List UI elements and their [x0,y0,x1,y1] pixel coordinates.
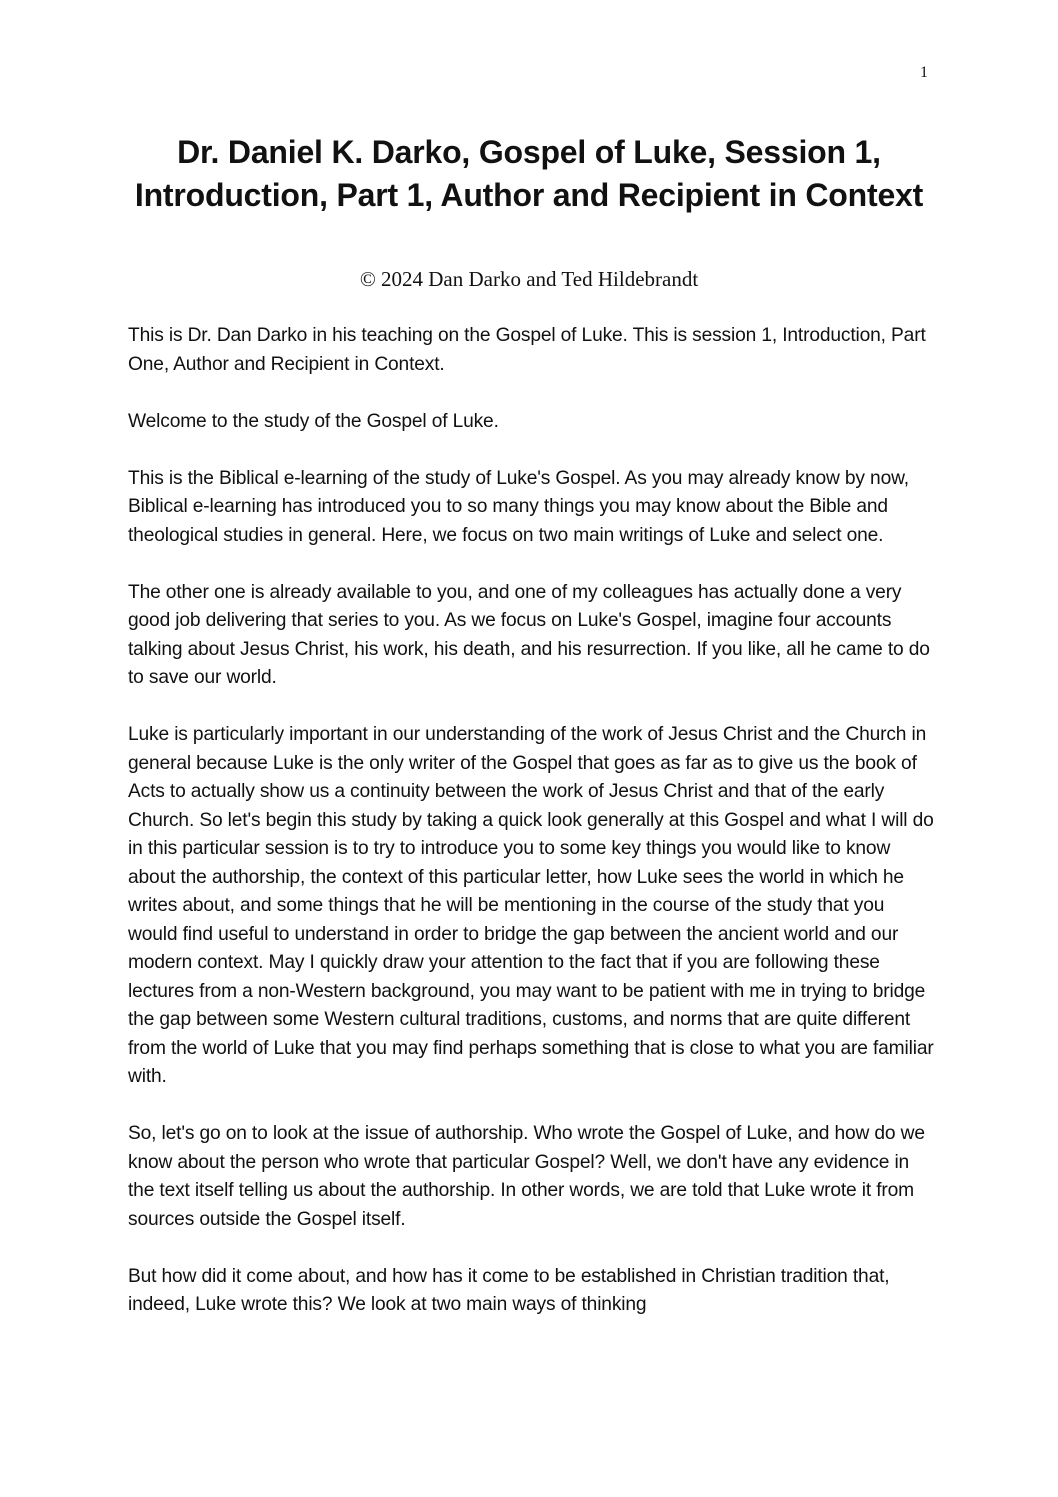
paragraph: This is Dr. Dan Darko in his teaching on the Gospel of Luke. This is session 1, Introduction, Part One, Author and Recipient in Context. [128,325,926,375]
paragraph: But how did it come about, and how has it come to be established in Christian tradition that, indeed, Luke wrote this? We look at two main ways of thinking [128,1265,890,1315]
paragraph: So, let's go on to look at the issue of authorship. Who wrote the Gospel of Luke, and how do we know about the person who wrote that particular Gospel? Well, we don't have any evidence in the text itself telling us about the authorship. In other words, we are told that Luke wrote it from sources outside the Gospel itself. [128,1123,925,1230]
paragraph: This is the Biblical e-learning of the study of Luke's Gospel. As you may already know by now, Biblical e-learning has introduced you to so many things you may know about the Bible and theological studies in general. Here, we focus on two main writings of Luke and select one. [128,467,909,546]
page-number: 1 [920,64,928,81]
document-title: Dr. Daniel K. Darko, Gospel of Luke, Session 1, Introduction, Part 1, Author and Recipient in Context [134,134,924,213]
copyright-line: © 2024 Dan Darko and Ted Hildebrandt [359,267,699,291]
paragraph: Luke is particularly important in our understanding of the work of Jesus Christ and the Church in general because Luke is the only writer of the Gospel that goes as far as to give us the book of Acts to actually show us a continuity between the work of Jesus Christ and that of the early Church. So let's begin this study by taking a quick look generally at this Gospel and what I will do in this particular session is to try to introduce you to some key things you would like to know about the authorship, the context of this particular letter, how Luke sees the world in which he writes about, and some things that he will be mentioning in the course of the study that you would find useful to understand in order to bridge the gap between the ancient world and our modern context. May I quickly draw your attention to the fact that if you are following these lectures from a non-Western background, you may want to be patient with me in trying to bridge the gap between some Western cultural traditions, customs, and norms that are quite different from the world of Luke that you may find perhaps something that is close to what you are familiar with. [128,724,934,1087]
paragraph: Welcome to the study of the Gospel of Luke. [128,410,499,432]
body-text [128,322,934,1348]
paragraph: The other one is already available to you, and one of my colleagues has actually done a very good job delivering that series to you. As we focus on Luke's Gospel, imagine four accounts talking about Jesus Christ, his work, his death, and his resurrection. If you like, all he came to do to save our world. [128,581,930,688]
